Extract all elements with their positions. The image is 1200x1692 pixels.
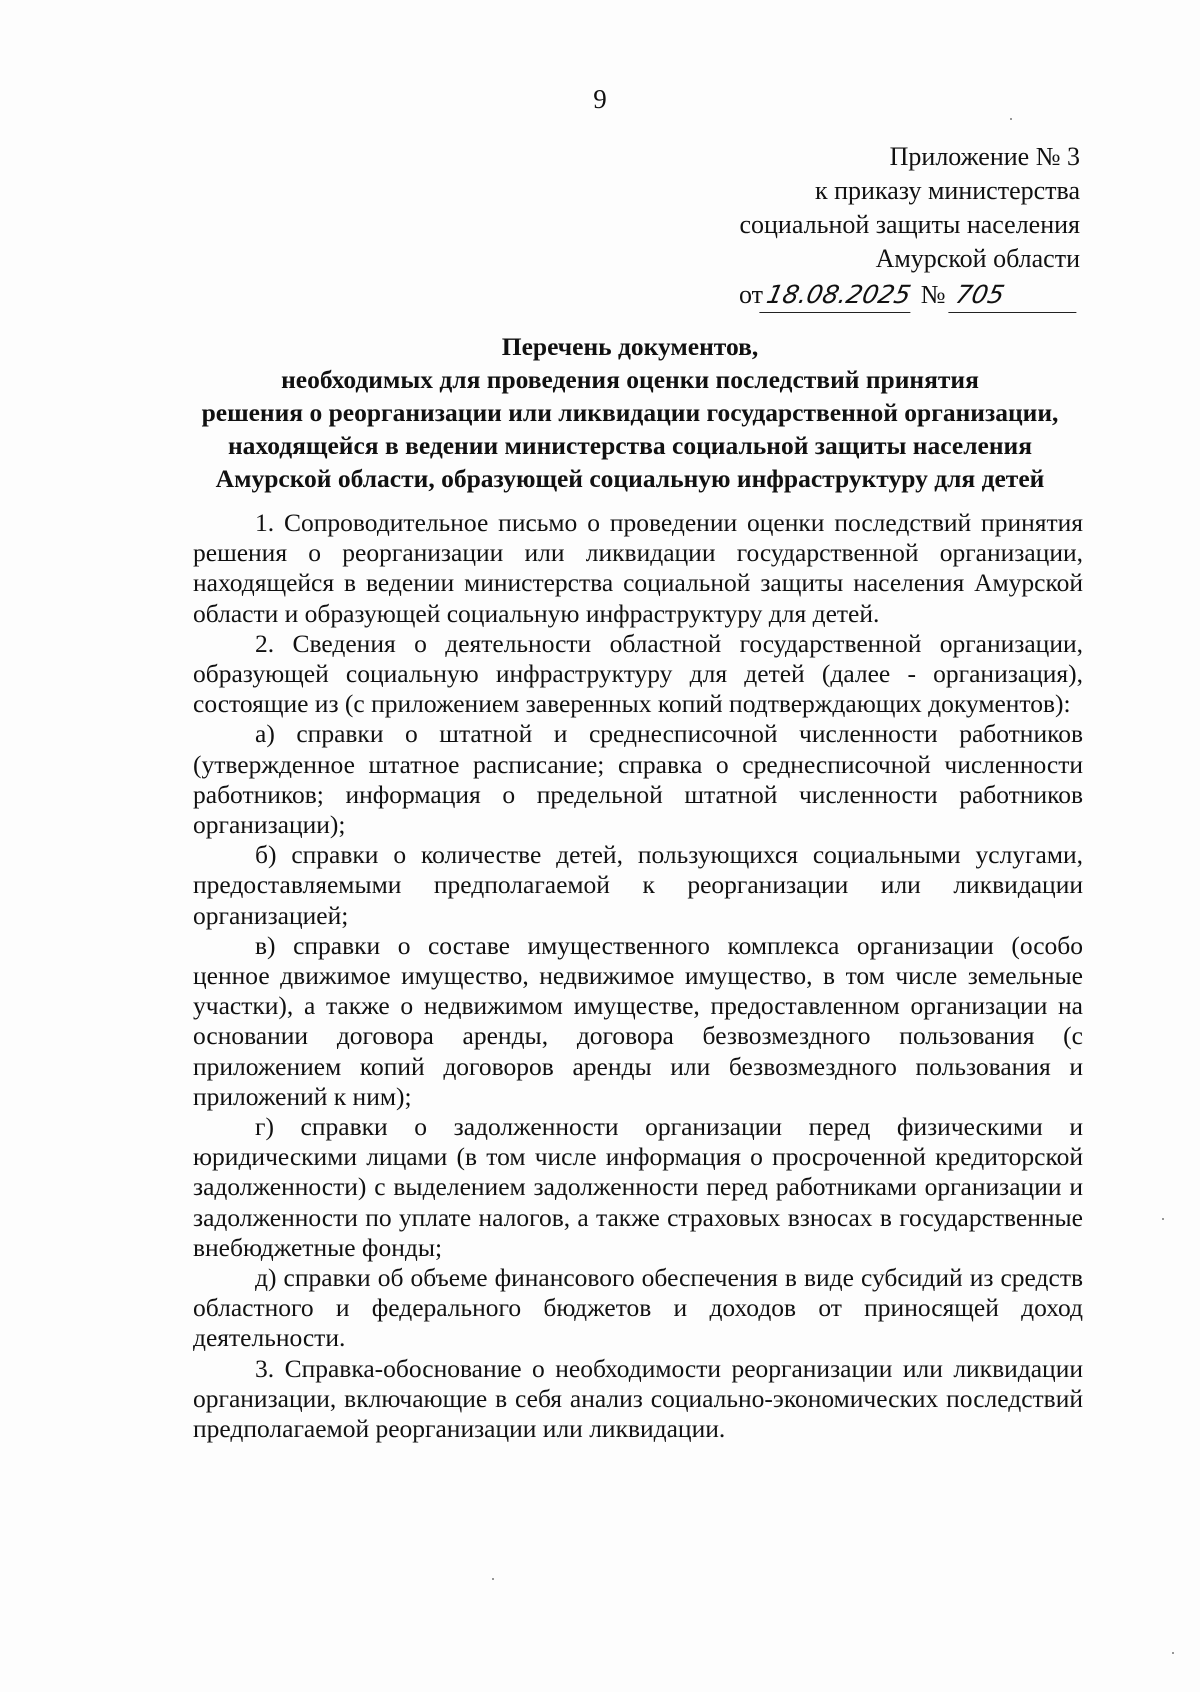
scan-speck xyxy=(1172,1652,1174,1654)
order-reference xyxy=(739,278,1080,313)
paragraph-item-3: 3. Справка-обоснование о необходимости реорганизации или ликвидации организации, включающие в себя анализ социально-экономических последствий предполагаемой реорганизации или ликвидации. xyxy=(193,1353,1083,1444)
order-number-label: № xyxy=(920,280,946,309)
title-line: Перечень документов, xyxy=(501,332,759,361)
appendix-block xyxy=(739,140,1080,313)
title-line: Амурской области, образующей социальную инфраструктуру для детей xyxy=(215,464,1045,493)
paragraph-subitem-v: в) справки о составе имущественного комплекса организации (особо ценное движимое имущество, недвижимое имущество, в том числе земельные участки), а также о недвижимом имуществе, предоставленном организации на основании договора аренды, договора безвозмездного пользования (с приложением копий договоров аренды или безвозмездного пользования и приложений к ним); xyxy=(193,930,1083,1111)
title-line: необходимых для проведения оценки последствий принятия xyxy=(281,365,979,394)
title-line: решения о реорганизации или ликвидации государственной организации, xyxy=(201,398,1059,427)
scan-speck xyxy=(1010,118,1012,120)
paragraph-item-1: 1. Сопроводительное письмо о проведении оценки последствий принятия решения о реорганизации или ликвидации государственной организации, находящейся в ведении министерства социальной защиты населения Амурской области и образующей социальную инфраструктуру для детей. xyxy=(193,508,1083,628)
paragraph-subitem-g: г) справки о задолженности организации перед физическими и юридическими лицами (в том числе информация о просроченной кредиторской задолженности) с выделением задолженности перед работниками организации и задолженности по уплате налогов, а также страховых взносах в государственные внебюджетные фонды; xyxy=(193,1112,1083,1262)
scan-speck xyxy=(492,1578,494,1580)
appendix-line: к приказу министерства xyxy=(815,176,1080,205)
order-prefix: от xyxy=(739,280,764,309)
order-number-handwritten: 705 xyxy=(948,278,1083,313)
appendix-line: Амурской области xyxy=(875,244,1080,273)
scan-speck xyxy=(1162,1218,1164,1220)
appendix-line: социальной защиты населения xyxy=(739,210,1080,239)
paragraph-subitem-d: д) справки об объеме финансового обеспечения в виде субсидий из средств областного и федерального бюджетов и доходов от приносящей доход деятельности. xyxy=(193,1263,1083,1353)
paragraph-item-2: 2. Сведения о деятельности областной государственной организации, образующей социальную инфраструктуру для детей (далее - организация), состоящие из (с приложением заверенных копий подтверждающих документов): xyxy=(193,628,1083,719)
paragraph-subitem-a: а) справки о штатной и среднесписочной численности работников (утвержденное штатное расписание; справка о среднесписочной численности работников; информация о предельной штатной численности работников организации); xyxy=(193,719,1083,840)
document-body xyxy=(193,508,1083,1444)
page-number: 9 xyxy=(593,84,607,114)
document-title xyxy=(170,330,1090,495)
order-date-handwritten: 18.08.2025 xyxy=(759,278,918,313)
paragraph-subitem-b: б) справки о количестве детей, пользующихся социальными услугами, предоставляемыми предполагаемой к реорганизации или ликвидации организацией; xyxy=(193,840,1083,930)
appendix-line: Приложение № 3 xyxy=(889,142,1080,171)
title-line: находящейся в ведении министерства социальной защиты населения xyxy=(227,431,1032,460)
